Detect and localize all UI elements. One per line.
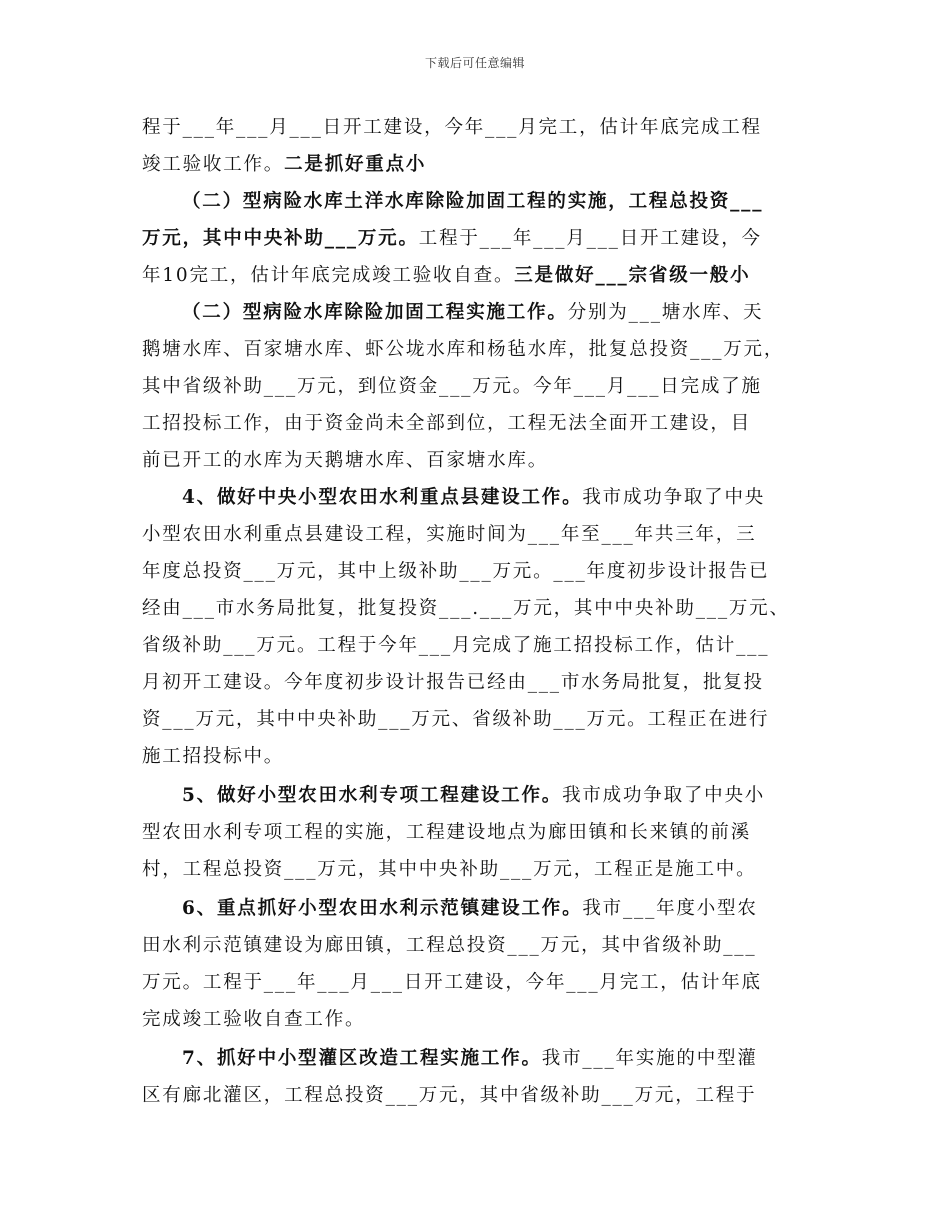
text-line bbox=[142, 738, 810, 775]
text-line bbox=[142, 1001, 810, 1038]
line-text: 年10完工，估计年底完成竣工验收自查。三是做好___宗省级一般小 bbox=[142, 265, 751, 286]
text-line bbox=[142, 890, 810, 927]
line-text: 5、做好小型农田水利专项工程建设工作。我市成功争取了中央小 bbox=[182, 785, 766, 806]
line-text: 型农田水利专项工程的实施，工程建设地点为廊田镇和长来镇的前溪 bbox=[142, 822, 752, 843]
text-line bbox=[142, 331, 810, 368]
text-line bbox=[142, 664, 810, 701]
text-line bbox=[142, 442, 810, 479]
line-text: 程于___年___月___日开工建设，今年___月完工，估计年底完成工程 bbox=[142, 117, 762, 138]
line-text: 鹅塘水库、百家塘水库、虾公垅水库和杨毡水库，批复总投资___万元， bbox=[142, 339, 785, 360]
line-text: 4、做好中央小型农田水利重点县建设工作。我市成功争取了中央 bbox=[182, 487, 766, 508]
line-text: 完成竣工验收自查工作。 bbox=[142, 1009, 366, 1030]
bold-phrase: 7、抓好中小型灌区改造工程实施工作。 bbox=[182, 1048, 542, 1069]
text-line bbox=[142, 701, 810, 738]
line-text: 经由___市水务局批复，批复投资___.___万元，其中中央补助___万元、 bbox=[142, 598, 790, 619]
line-text: 7、抓好中小型灌区改造工程实施工作。我市___年实施的中型灌 bbox=[182, 1048, 758, 1069]
line-text: 施工招投标中。 bbox=[142, 746, 285, 767]
line-text: 6、重点抓好小型农田水利示范镇建设工作。我市___年度小型农 bbox=[182, 898, 758, 919]
text-line bbox=[142, 109, 810, 146]
text-line bbox=[142, 368, 810, 405]
text-line bbox=[142, 1040, 810, 1077]
line-text: 小型农田水利重点县建设工程，实施时间为___年至___年共三年，三 bbox=[142, 524, 757, 545]
bold-phrase: （二）型病险水库除险加固工程实施工作。 bbox=[182, 302, 568, 323]
text-line bbox=[142, 627, 810, 664]
text-line bbox=[142, 257, 810, 294]
bold-phrase: 三是做好___宗省级一般小 bbox=[514, 265, 751, 286]
line-text: 前已开工的水库为天鹅塘水库、百家塘水库。 bbox=[142, 450, 549, 471]
text-line bbox=[142, 220, 810, 257]
line-text: 区有廊北灌区，工程总投资___万元，其中省级补助___万元，工程于 bbox=[142, 1085, 757, 1106]
text-line bbox=[142, 294, 810, 331]
line-text: 省级补助___万元。工程于今年___月完成了施工招投标工作，估计___ bbox=[142, 635, 770, 656]
line-text: 年度总投资___万元，其中上级补助___万元。___年度初步设计报告已 bbox=[142, 561, 770, 582]
line-text: （二）型病险水库除险加固工程实施工作。分别为___塘水库、天 bbox=[182, 302, 764, 323]
page-header: 下载后可任意编辑 bbox=[424, 56, 525, 70]
text-line bbox=[142, 964, 810, 1001]
line-text: 资___万元，其中中央补助___万元、省级补助___万元。工程正在进行 bbox=[142, 709, 770, 730]
line-text: 月初开工建设。今年度初步设计报告已经由___市水务局批复，批复投 bbox=[142, 672, 764, 693]
line-text: 其中省级补助___万元，到位资金___万元。今年___月___日完成了施 bbox=[142, 376, 762, 397]
bold-phrase: 二是抓好重点小 bbox=[284, 154, 427, 175]
bold-phrase: 万元，其中中央补助___万元。 bbox=[142, 228, 419, 249]
text-line bbox=[142, 479, 810, 516]
line-text: 田水利示范镇建设为廊田镇，工程总投资___万元，其中省级补助___ bbox=[142, 935, 757, 956]
document-body bbox=[142, 109, 810, 1114]
line-text: （二）型病险水库土洋水库除险加固工程的实施，工程总投资___ bbox=[182, 191, 764, 212]
text-line bbox=[142, 405, 810, 442]
text-line bbox=[142, 851, 810, 888]
text-line bbox=[142, 146, 810, 183]
bold-phrase: 6、重点抓好小型农田水利示范镇建设工作。 bbox=[182, 898, 583, 919]
line-text: 万元，其中中央补助___万元。工程于___年___月___日开工建设，今 bbox=[142, 228, 762, 249]
bold-phrase: 5、做好小型农田水利专项工程建设工作。 bbox=[182, 785, 563, 806]
text-line bbox=[142, 516, 810, 553]
text-line bbox=[142, 1077, 810, 1114]
text-line bbox=[142, 553, 810, 590]
text-line bbox=[142, 814, 810, 851]
line-text: 工招投标工作，由于资金尚未全部到位，工程无法全面开工建设，目 bbox=[142, 413, 752, 434]
line-text: 竣工验收工作。二是抓好重点小 bbox=[142, 154, 427, 175]
line-text: 万元。工程于___年___月___日开工建设，今年___月完工，估计年底 bbox=[142, 972, 762, 993]
text-line bbox=[142, 927, 810, 964]
text-line bbox=[142, 777, 810, 814]
line-text: 村，工程总投资___万元，其中中央补助___万元，工程正是施工中。 bbox=[142, 859, 757, 880]
text-line bbox=[142, 590, 810, 627]
text-line bbox=[142, 183, 810, 220]
bold-phrase: 4、做好中央小型农田水利重点县建设工作。 bbox=[182, 487, 583, 508]
